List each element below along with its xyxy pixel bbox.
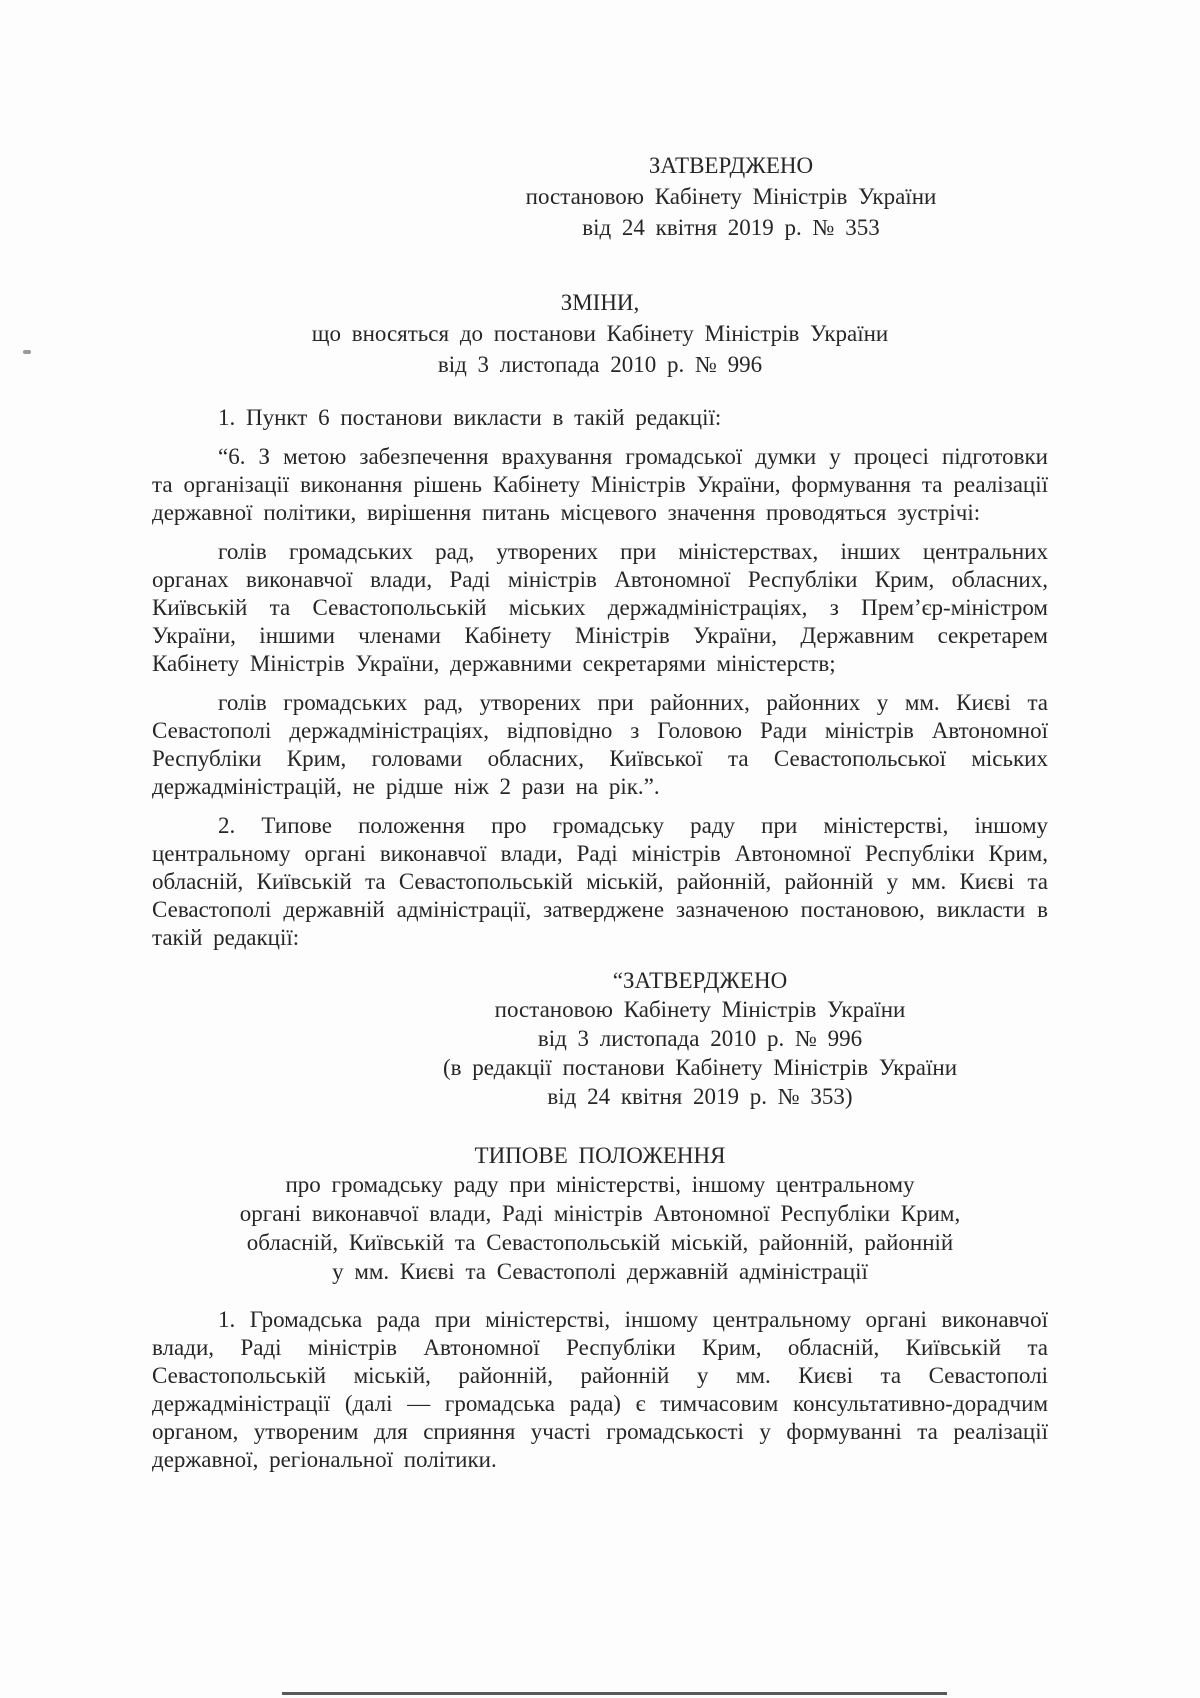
- changes-title-line: що вносяться до постанови Кабінету Міністрів України: [311, 321, 889, 346]
- changes-title-line: від 3 листопада 2010 р. № 996: [437, 352, 763, 377]
- approval-stamp-line: від 24 квітня 2019 р. № 353): [547, 1084, 853, 1109]
- changes-title-line: ЗМІНИ,: [560, 290, 640, 315]
- approval-stamp-line: ЗАТВЕРДЖЕНО: [648, 153, 814, 178]
- typical-regulation-title-block: [152, 1141, 1048, 1286]
- scan-artifact-line: [282, 1692, 947, 1695]
- paragraph-item-2: 2. Типове положення про громадську раду при міністерстві, іншому центральному органі виконавчої влади, Раді міністрів Автономної Республіки Крим, обласній, Київській та Севастопольській міській, районній, районній у мм. Києві та Севастополі державній адміністрації, затверджене зазначеною постановою, викласти в такій редакції:: [152, 813, 1048, 950]
- typical-regulation-title-line: у мм. Києві та Севастополі державній адміністрації: [332, 1259, 868, 1284]
- changes-title-block: [152, 287, 1048, 380]
- typical-regulation-title-line: ТИПОВЕ ПОЛОЖЕННЯ: [474, 1143, 726, 1168]
- typical-regulation-title-line: обласній, Київській та Севастопольській міській, районній, районній: [246, 1230, 954, 1255]
- typical-regulation-title-line: органі виконавчої влади, Раді міністрів Автономної Республіки Крим,: [239, 1201, 961, 1226]
- approval-stamp-line: постановою Кабінету Міністрів України: [525, 184, 937, 209]
- approval-stamp-line: постановою Кабінету Міністрів України: [494, 997, 906, 1022]
- approval-stamp-line: (в редакції постанови Кабінету Міністрів України: [442, 1055, 958, 1080]
- approval-stamp-line: від 24 квітня 2019 р. № 353: [582, 215, 880, 240]
- typical-regulation-title-line: про громадську раду при міністерстві, іншому центральному: [285, 1172, 915, 1197]
- approval-stamp-line: від 3 листопада 2010 р. № 996: [537, 1026, 863, 1051]
- approval-stamp-line: “ЗАТВЕРДЖЕНО: [612, 968, 788, 993]
- paragraph-heads-ministries: голів громадських рад, утворених при міністерствах, інших центральних органах виконавчої влади, Раді міністрів Автономної Республіки Крим, обласних, Київській та Севастопольській міських держадміністраціях, з Прем’єр-міністром України, іншими членами Кабінету Міністрів України, Державним секретарем Кабінету Міністрів України, державними секретарями міністерств;: [152, 539, 1048, 676]
- approval-stamp-block-2: [390, 966, 1010, 1111]
- paragraph-clause-6-intro: “6. З метою забезпечення врахування громадської думки у процесі підготовки та організації виконання рішень Кабінету Міністрів України, формування та реалізації державної політики, вирішення питань місцевого значення проводяться зустрічі:: [152, 444, 1048, 525]
- paragraph-item-1: 1. Пункт 6 постанови викласти в такій редакції:: [218, 405, 722, 430]
- paragraph-typical-1: 1. Громадська рада при міністерстві, іншому центральному органі виконавчої влади, Раді міністрів Автономної Республіки Крим, обласній, Київській та Севастопольській міській, районній, районній у мм. Києві та Севастополі держадміністрації (далі — громадська рада) є тимчасовим консультативно-дорадчим органом, утвореним для сприяння участі громадськості у формуванні та реалізації державної, регіональної політики.: [152, 1307, 1048, 1472]
- approval-stamp-block: [506, 150, 956, 243]
- scan-artifact-dot: [23, 350, 31, 354]
- paragraph-heads-raions: голів громадських рад, утворених при районних, районних у мм. Києві та Севастополі держадміністраціях, відповідно з Головою Ради міністрів Автономної Республіки Крим, головами обласних, Київської та Севастопольської міських держадміністрацій, не рідше ніж 2 рази на рік.”.: [152, 690, 1048, 799]
